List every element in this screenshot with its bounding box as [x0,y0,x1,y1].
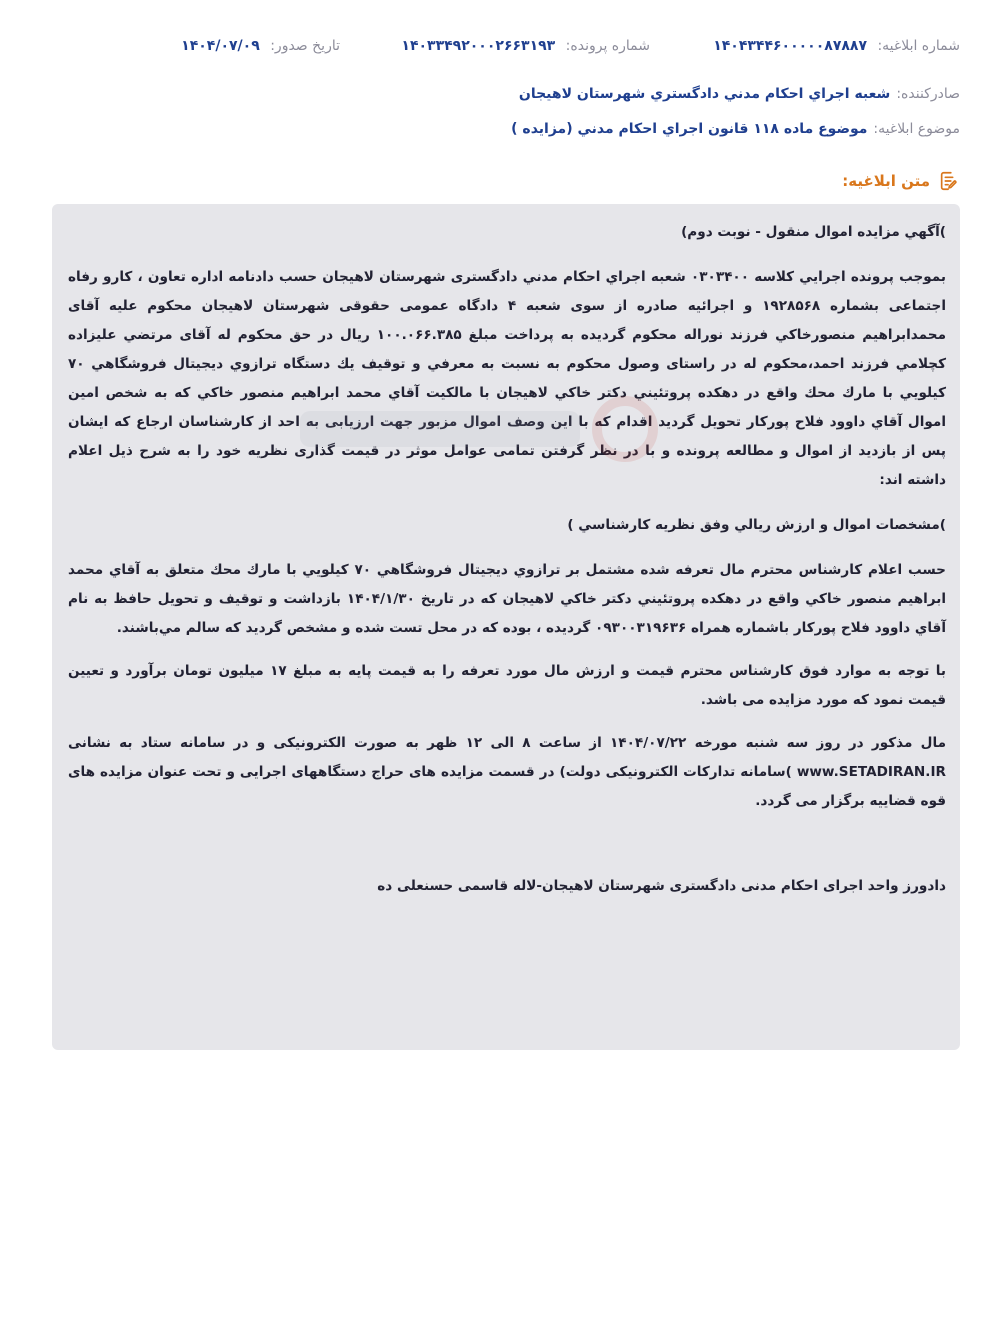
notice-subheading: )مشخصات اموال و ارزش ريالي وفق نظريه كارشناسي ) [567,517,946,533]
notice-number [713,38,960,54]
notice-paragraph-1: بموجب پرونده اجرايي كلاسه ۰۳۰۳۴۰۰ شعبه اجراي احكام مدني دادگستری شهرستان لاهيجان حسب دادنامه اداره تعاون ، کارو رفاه اجتماعی بشماره ۱۹۲۸۵۶۸ و اجرائیه صادره از سوی شعبه ۴ دادگاه عمومی حقوقی شهرستان لاهیجان محکوم علیه آقای محمدابراهیم منصورخاکي فرزند نوراله محکوم گرديده به پرداخت مبلغ ۱۰۰.۰۶۶.۳۸۵ ريال در حق محکوم له آقای مرتضي عليزاده كچلامي فرزند احمد،محكوم له در راستای وصول محكوم به نسبت به معرفي و توقيف يك دستگاه ترازوي ديجيتال فروشگاهي ۷۰ كيلويي با مارك محك واقع در دهكده پروتئيني دكتر خاكي لاهيجان با مالكيت آقاي محمد ابراهيم منصور خاكي كه به شخص امين اموال آقاي داوود فلاح پوركار تحويل گرديد اقدام كه با اين وصف اموال مزبور جهت ارزيابی به احد از کارشناسان ارجاع که ایشان پس از بازدید از اموال و مطالعه پرونده و با در نظر گرفتن تمامی عوامل موثر در قیمت گذاری نظریه خود را به شرح ذیل اعلام داشته اند: [68,269,946,488]
issuer-label: صادرکننده: [896,86,960,102]
notice-body-panel [52,204,960,1050]
section-title: متن ابلاغیه: [842,172,930,190]
notice-paragraph-4: مال مذكور در روز سه شنبه مورخه ۱۴۰۴/۰۷/۲۲ از ساعت ۸ الی ۱۲ ظهر به صورت الکترونیکی و در سامانه ستاد به نشانی www.SETADIRAN.IR )سامانه تدارکات الکترونیکی دولت) در قسمت مزایده های حراج دستگاههای اجرایی و تحت عنوان مزایده های قوه قضاییه برگزار می گردد. [68,735,947,809]
subject-row [40,121,960,137]
notice-number-label: شماره ابلاغیه: [877,38,960,54]
notice-number-value: ۱۴۰۴۳۴۴۶۰۰۰۰۰۸۷۸۸۷ [713,38,867,54]
section-heading [842,170,960,192]
notice-title: )آگهي مزايده اموال منقول - نوبت دوم) [681,224,946,240]
issue-date [181,38,340,54]
notice-paragraph-3: با توجه به موارد فوق كارشناس محترم قيمت و ارزش مال مورد تعرفه را به قيمت پايه به مبلغ ۱۷ ميليون تومان برآورد و تعيين قيمت نمود كه مورد مزايده می باشد. [68,663,946,708]
notice-paragraph-2: حسب اعلام كارشناس محترم مال تعرفه شده مشتمل بر ترازوي ديجيتال فروشگاهي ۷۰ كيلويي با مارك محك متعلق به آقاي محمد ابراهيم منصور خاكي واقع در دهكده پروتئيني دكتر خاكي لاهيجان كه در تاريخ ۱۴۰۴/۱/۳۰ بازداشت و توقيف و تحويل حافظ به نام آقاي داوود فلاح پوركار باشماره همراه ۰۹۳۰۰۳۱۹۶۳۶ گرديده ، بوده كه در محل تست شده و مشخص گرديد كه سالم مي‌باشند. [68,562,946,636]
subject-label: موضوع ابلاغیه: [873,121,960,137]
issue-date-label: تاریخ صدور: [270,38,340,54]
case-number-value: ۱۴۰۳۳۴۹۲۰۰۰۲۶۶۳۱۹۳ [401,38,556,54]
case-number [401,38,650,54]
case-number-label: شماره پرونده: [565,38,650,54]
subject-value: موضوع ماده ۱۱۸ قانون اجراي احكام مدني (مزايده ) [511,121,868,137]
issuer-row [40,86,960,102]
issuer-value: شعبه اجراي احكام مدني دادگستري شهرستان لاهيجان [518,86,891,102]
notice-signature: دادورز واحد اجرای احکام مدنی دادگستری شهرستان لاهيجان-لاله قاسمی حسنعلی ده [377,878,946,894]
issue-date-value: ۱۴۰۴/۰۷/۰۹ [181,38,260,54]
document-edit-icon [938,170,960,192]
